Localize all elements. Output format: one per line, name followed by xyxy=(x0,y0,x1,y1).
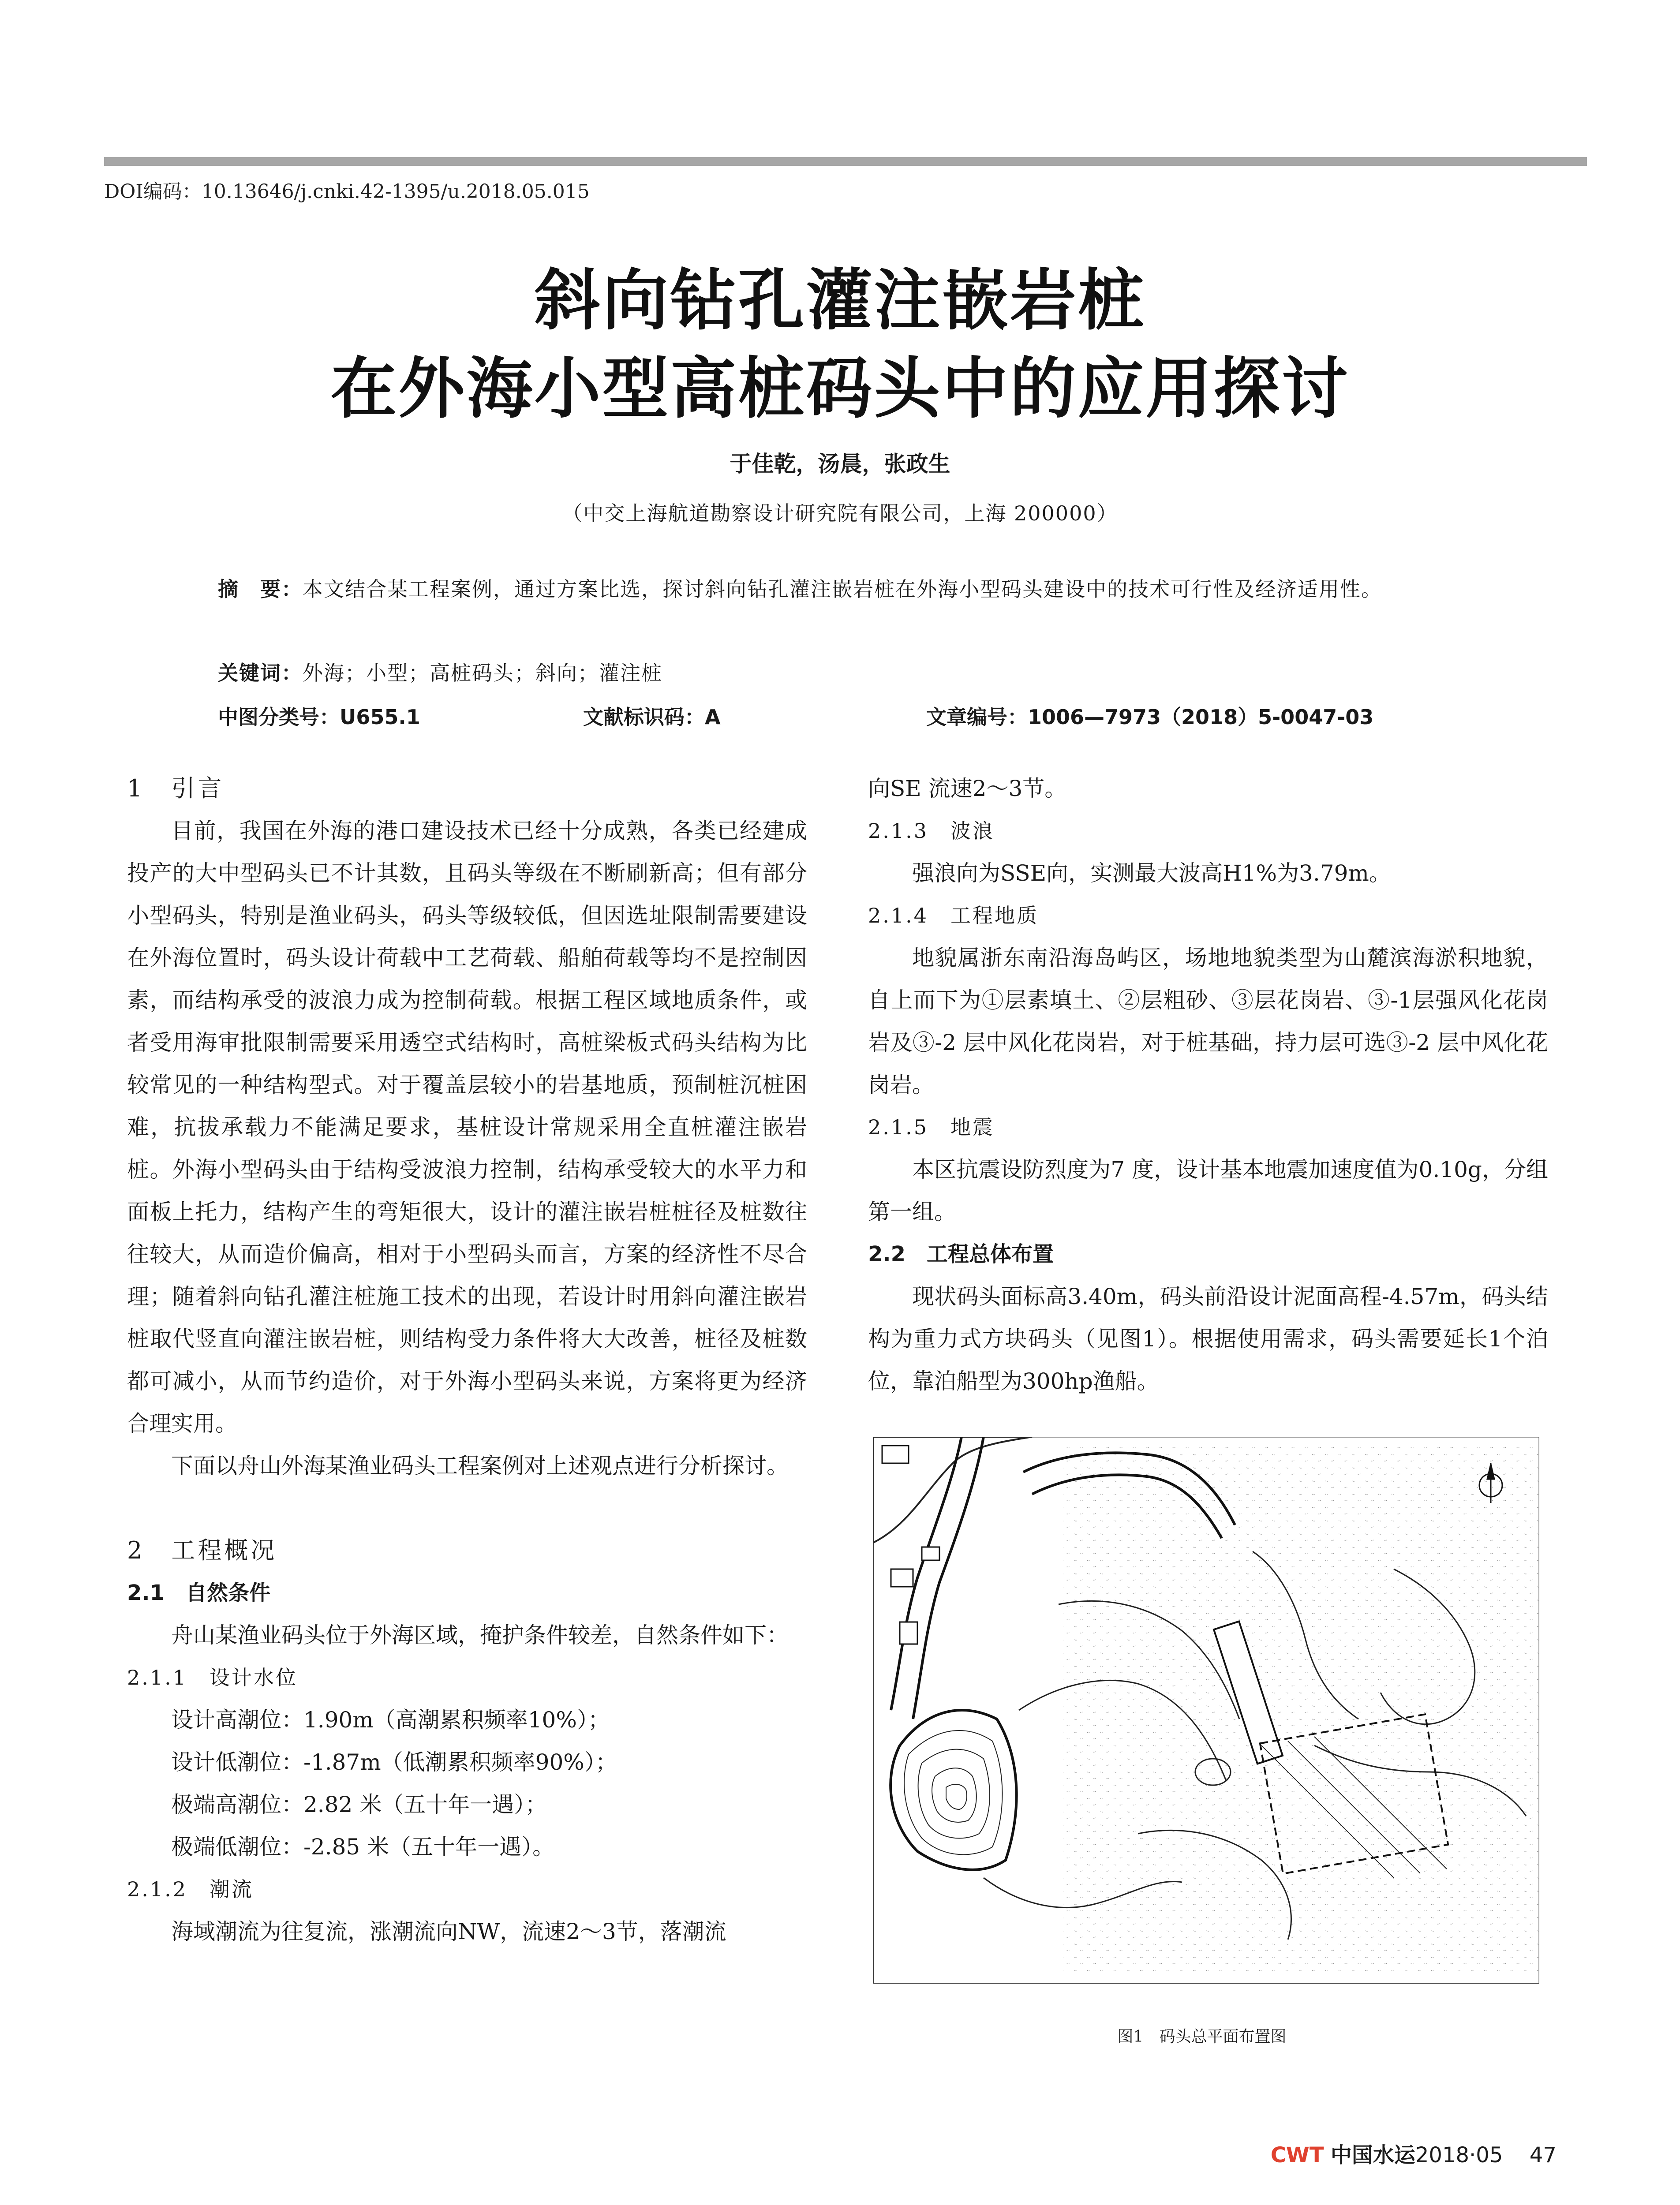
page-footer xyxy=(1271,2138,1557,2168)
doi-line: DOI编码：10.13646/j.cnki.42-1395/u.2018.05.015 xyxy=(104,180,590,203)
water-level-item: 极端高潮位：2.82 米（五十年一遇）； xyxy=(171,1792,547,1817)
water-level-item: 设计低潮位：-1.87m（低潮累积频率90%）； xyxy=(171,1749,617,1775)
paragraph-continued: 向SE 流速2～3节。 xyxy=(868,776,1067,801)
subsubsection-heading: 2.1.5 地震 xyxy=(868,1115,995,1139)
page-number: 47 xyxy=(1529,2143,1557,2168)
paragraph: 现状码头面标高3.40m，码头前沿设计泥面高程-4.57m，码头结构为重力式方块码头（见图1）。根据使用需求，码头需要延长1个泊位，靠泊船型为300hp渔船。 xyxy=(868,1284,1548,1394)
paragraph: 下面以舟山外海某渔业码头工程案例对上述观点进行分析探讨。 xyxy=(171,1453,789,1479)
subsubsection-heading: 2.1.2 潮流 xyxy=(127,1877,254,1901)
affiliation: （中交上海航道勘察设计研究院有限公司，上海 200000） xyxy=(562,501,1118,525)
left-column xyxy=(127,767,807,1953)
authors: 于佳乾，汤晨，张政生 xyxy=(730,451,950,477)
journal-issue: 2018·05 xyxy=(1415,2143,1503,2168)
paragraph: 强浪向为SSE向，实测最大波高H1%为3.79m。 xyxy=(912,860,1391,886)
keywords-text: 外海；小型；高桩码头；斜向；灌注桩 xyxy=(303,661,662,685)
paragraph: 地貌属浙东南沿海岛屿区，场地地貌类型为山麓滨海淤积地貌，自上而下为①层素填土、②层粗砂、③层花岗岩、③-1层强风化花岗岩及③-2 层中风化花岗岩，对于桩基础，持力层可选③-2 层中风化花岗岩。 xyxy=(868,945,1548,1098)
water-level-item: 极端低潮位：-2.85 米（五十年一遇）。 xyxy=(171,1834,555,1860)
title-line-2: 在外海小型高桩码头中的应用探讨 xyxy=(330,350,1350,427)
subsubsection-heading: 2.1.4 工程地质 xyxy=(868,904,1039,927)
paragraph: 海域潮流为往复流，涨潮流向NW，流速2～3节，落潮流 xyxy=(171,1919,726,1944)
journal-name: 中国水运 xyxy=(1330,2143,1415,2168)
section-heading: 2 工程概况 xyxy=(127,1536,277,1564)
water-level-item: 设计高潮位：1.90m（高潮累积频率10%）； xyxy=(171,1707,610,1733)
subsubsection-heading: 2.1.1 设计水位 xyxy=(127,1666,298,1689)
figure-caption: 图1 码头总平面布置图 xyxy=(1117,2028,1287,2046)
keywords-label: 关键词： xyxy=(218,661,303,685)
abstract-label: 摘 要： xyxy=(218,577,303,601)
top-rule xyxy=(104,157,1587,166)
subsection-heading: 2.1 自然条件 xyxy=(127,1581,271,1605)
keywords xyxy=(218,657,662,686)
clc-number: 中图分类号：U655.1 xyxy=(218,705,420,729)
title-line-1: 斜向钻孔灌注嵌岩桩 xyxy=(534,262,1146,339)
paragraph: 本区抗震设防烈度为7 度，设计基本地震加速度值为0.10g，分组第一组。 xyxy=(868,1157,1548,1225)
right-column xyxy=(868,767,1548,1402)
document-code: 文献标识码：A xyxy=(583,705,721,729)
section-heading: 1 引言 xyxy=(127,774,224,802)
subsubsection-heading: 2.1.3 波浪 xyxy=(868,819,995,843)
abstract-text: 本文结合某工程案例，通过方案比选，探讨斜向钻孔灌注嵌岩桩在外海小型码头建设中的技术可行性及经济适用性。 xyxy=(303,577,1382,601)
abstract xyxy=(218,569,1479,609)
paragraph: 舟山某渔业码头位于外海区域，掩护条件较差，自然条件如下： xyxy=(171,1622,789,1648)
subsection-heading: 2.2 工程总体布置 xyxy=(868,1242,1054,1267)
article-number: 文章编号：1006—7973（2018）5-0047-03 xyxy=(926,705,1374,729)
paragraph: 目前，我国在外海的港口建设技术已经十分成熟，各类已经建成投产的大中型码头已不计其数，且码头等级在不断刷新高；但有部分小型码头，特别是渔业码头，码头等级较低，但因选址限制需要建设在外海位置时，码头设计荷载中工艺荷载、船舶荷载等均不是控制因素，而结构承受的波浪力成为控制荷载。根据工程区域地质条件，或者受用海审批限制需要采用透空式结构时，高桩梁板式码头结构为比较常见的一种结构型式。对于覆盖层较小的岩基地质，预制桩沉桩困难，抗拔承载力不能满足要求，基桩设计常规采用全直桩灌注嵌岩桩。外海小型码头由于结构受波浪力控制，结构承受较大的水平力和面板上托力，结构产生的弯矩很大，设计的灌注嵌岩桩桩径及桩数往往较大，从而造价偏高，相对于小型码头而言，方案的经济性不尽合理；随着斜向钻孔灌注桩施工技术的出现，若设计时用斜向灌注嵌岩桩取代竖直向灌注嵌岩桩，则结构受力条件将大大改善，桩径及桩数都可减小，从而节约造价，对于外海小型码头来说，方案将更为经济合理实用。 xyxy=(127,818,807,1436)
journal-brand: CWT xyxy=(1270,2143,1324,2168)
wharf-layout-plan-figure xyxy=(873,1437,1539,1984)
